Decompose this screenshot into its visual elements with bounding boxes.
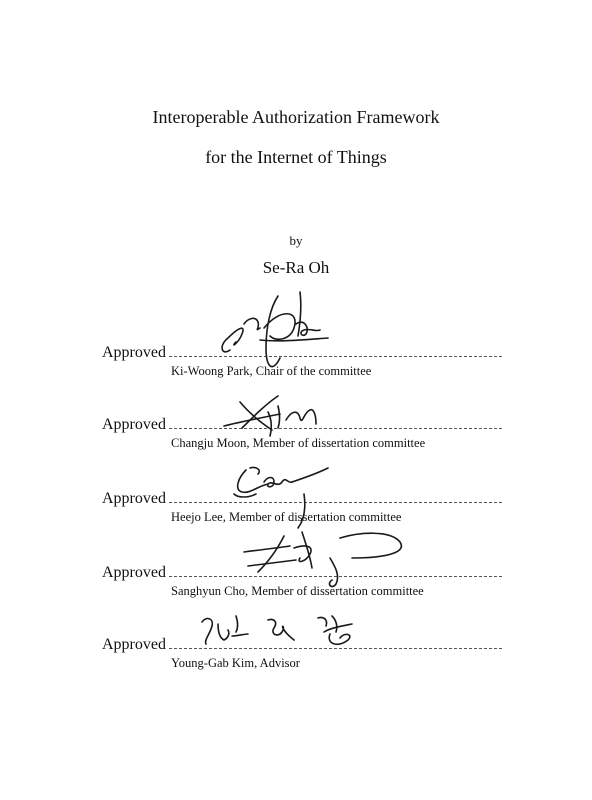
committee-member-name: Young-Gab Kim, Advisor [171, 656, 300, 670]
author-name: Se-Ra Oh [262, 258, 330, 277]
byline: by [289, 233, 303, 248]
approved-label: Approved [102, 416, 166, 433]
signature-moon-image [220, 392, 330, 442]
signature-kim-image [198, 610, 378, 650]
approved-label: Approved [102, 344, 166, 361]
approved-label: Approved [102, 636, 166, 653]
signature-line [169, 428, 502, 429]
committee-member-name: Heejo Lee, Member of dissertation committee [171, 510, 402, 524]
committee-member-name: Changju Moon, Member of dissertation committee [171, 436, 426, 450]
committee-member-name: Ki-Woong Park, Chair of the committee [171, 364, 372, 378]
signature-cho-image [240, 528, 410, 588]
signature-park-image [200, 288, 330, 378]
signature-lee-image [228, 464, 338, 534]
thesis-title-line-2: for the Internet of Things [205, 147, 387, 167]
committee-member-name: Sanghyun Cho, Member of dissertation committee [171, 584, 424, 598]
approved-label: Approved [102, 564, 166, 581]
approval-block-5 [0, 636, 592, 706]
thesis-title-line-1: Interoperable Authorization Framework [152, 107, 440, 127]
approved-label: Approved [102, 490, 166, 507]
